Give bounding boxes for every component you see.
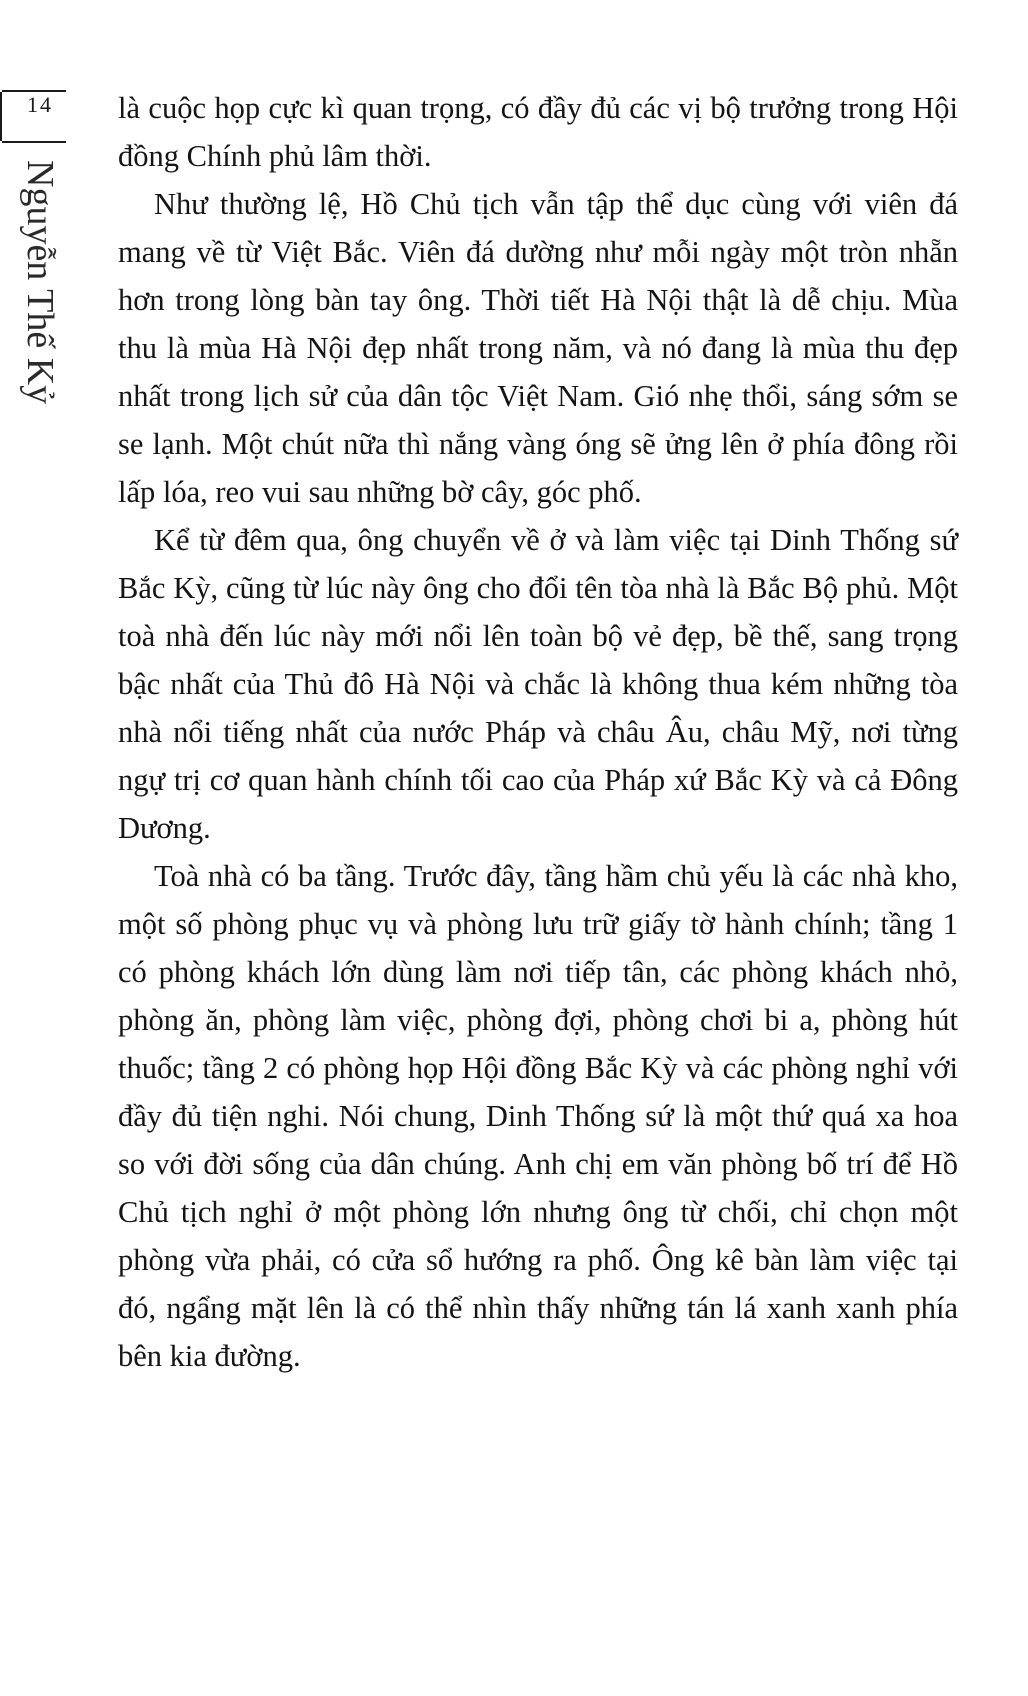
page-number-rule-vertical <box>0 92 2 141</box>
paragraph: Toà nhà có ba tầng. Trước đây, tầng hầm chủ yếu là các nhà kho, một số phòng phục vụ và phòng lưu trữ giấy tờ hành chính; tầng 1 có phòng khách lớn dùng làm nơi tiếp tân, các phòng khách nhỏ, phòng ăn, phòng làm việc, phòng đợi, phòng chơi bi a, phòng hút thuốc; tầng 2 có phòng họp Hội đồng Bắc Kỳ và các phòng nghỉ với đầy đủ tiện nghi. Nói chung, Dinh Thống sứ là một thứ quá xa hoa so với đời sống của dân chúng. Anh chị em văn phòng bố trí để Hồ Chủ tịch nghỉ ở một phòng lớn nhưng ông từ chối, chỉ chọn một phòng vừa phải, có cửa sổ hướng ra phố. Ông kê bàn làm việc tại đó, ngẩng mặt lên là có thể nhìn thấy những tán lá xanh xanh phía bên kia đường. <box>118 859 958 1373</box>
paragraph: Như thường lệ, Hồ Chủ tịch vẫn tập thể dục cùng với viên đá mang về từ Việt Bắc. Viên đá dường như mỗi ngày một tròn nhẵn hơn trong lòng bàn tay ông. Thời tiết Hà Nội thật là dễ chịu. Mùa thu là mùa Hà Nội đẹp nhất trong năm, và nó đang là mùa thu đẹp nhất trong lịch sử của dân tộc Việt Nam. Gió nhẹ thổi, sáng sớm se se lạnh. Một chút nữa thì nắng vàng óng sẽ ửng lên ở phía đông rồi lấp lóa, reo vui sau những bờ cây, góc phố. <box>118 187 958 509</box>
page-number: 14 <box>27 92 53 117</box>
paragraph-continuation: là cuộc họp cực kì quan trọng, có đầy đủ các vị bộ trưởng trong Hội đồng Chính phủ lâm thời. <box>118 91 958 173</box>
paragraph: Kể từ đêm qua, ông chuyển về ở và làm việc tại Dinh Thống sứ Bắc Kỳ, cũng từ lúc này ông cho đổi tên tòa nhà là Bắc Bộ phủ. Một toà nhà đến lúc này mới nổi lên toàn bộ vẻ đẹp, bề thế, sang trọng bậc nhất của Thủ đô Hà Nội và chắc là không thua kém những tòa nhà nổi tiếng nhất của nước Pháp và châu Âu, châu Mỹ, nơi từng ngự trị cơ quan hành chính tối cao của Pháp xứ Bắc Kỳ và cả Đông Dương. <box>118 523 958 845</box>
running-head <box>8 160 68 420</box>
page-number-rule-bottom <box>2 141 66 143</box>
body-text <box>118 84 958 1380</box>
running-head-author: Nguyễn Thế Kỷ <box>19 160 61 405</box>
